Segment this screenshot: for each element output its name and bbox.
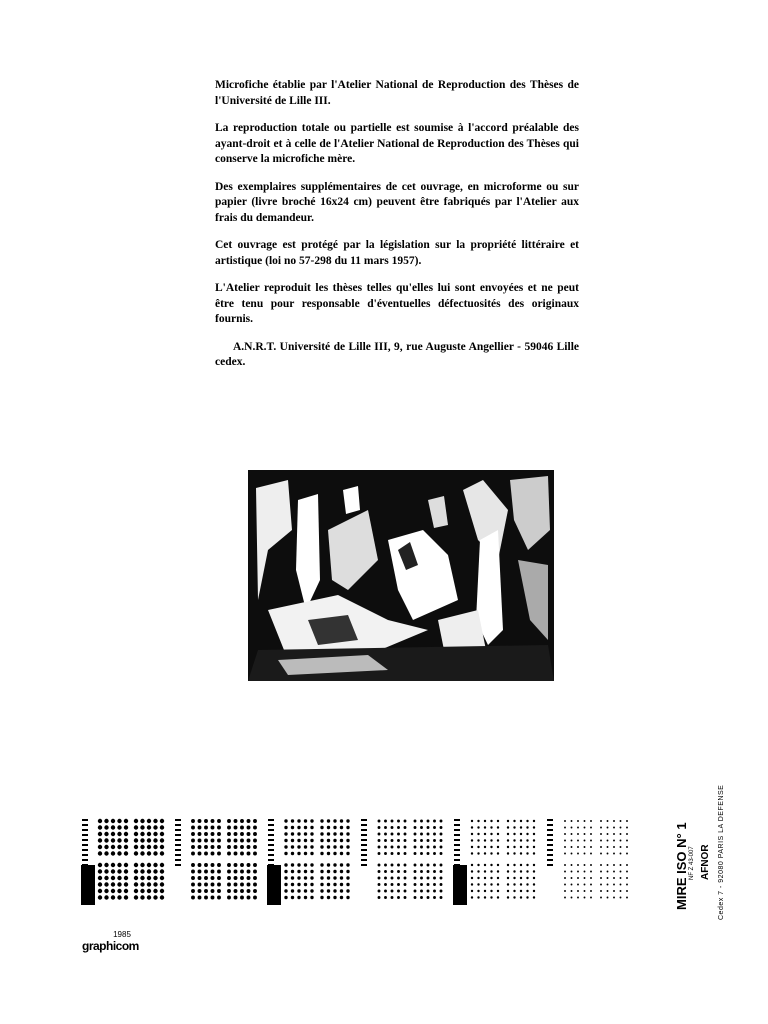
logo-year: 1985 xyxy=(113,930,131,939)
logo-name: graphicom xyxy=(82,939,139,953)
paragraph-microfiche: Microfiche établie par l'Atelier National de Reproduction des Thèses de l'Université de Lille III. xyxy=(215,79,579,107)
mire-reference: NF Z 43-007 xyxy=(689,846,695,880)
paragraph-address: A.N.R.T. Université de Lille III, 9, rue Auguste Angellier - 59046 Lille cedex. xyxy=(215,340,579,368)
paragraph-legislation: Cet ouvrage est protégé par la législation sur la propriété littéraire et artistique (loi no 57-298 du 11 mars 1957). xyxy=(215,239,579,267)
mire-address: Cedex 7 - 92080 PARIS LA DEFENSE xyxy=(718,784,725,920)
mire-title: MIRE ISO N° 1 xyxy=(674,822,689,910)
engraving-image xyxy=(248,470,554,681)
paragraph-extra-copies: Des exemplaires supplémentaires de cet ouvrage, en microforme ou sur papier (livre broché 16x24 cm) peuvent être fabriqués par l'Atelier aux frais du demandeur. xyxy=(215,180,579,224)
mire-organization: AFNOR xyxy=(700,844,711,880)
engraving-illustration xyxy=(248,470,554,681)
mire-label xyxy=(670,770,740,920)
iso-test-chart xyxy=(80,815,640,910)
paragraph-disclaimer: L'Atelier reproduit les thèses telles qu'elles lui sont envoyées et ne peut être tenu pour responsable d'éventuelles défectuosités des originaux fournis. xyxy=(215,282,579,325)
graphicom-logo xyxy=(82,930,162,953)
notice-text xyxy=(215,78,579,383)
paragraph-reproduction-rights: La reproduction totale ou partielle est soumise à l'accord préalable des ayant-droit et à celle de l'Atelier National de Reproduction des Thèses qui conserve la microfiche mère. xyxy=(215,122,579,165)
resolution-patterns xyxy=(80,815,640,910)
